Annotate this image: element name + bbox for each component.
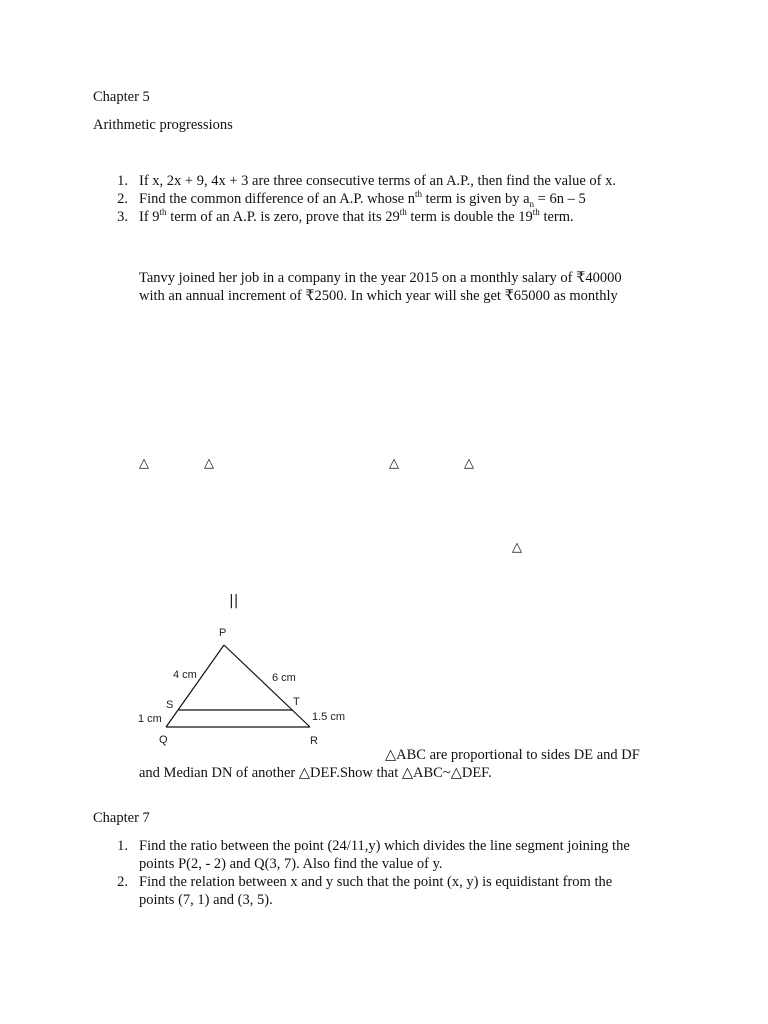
triangle-symbol: △ bbox=[464, 456, 474, 471]
ch7-item-2-line-1: Find the relation between x and y such that the point (x, y) is equidistant from the bbox=[139, 874, 613, 890]
triangle-symbol: △ bbox=[139, 456, 149, 471]
ch7-item-2-number: 2. bbox=[117, 874, 128, 890]
side-pq bbox=[166, 645, 224, 727]
ch7-item-1-line-2: points P(2, - 2) and Q(3, 7). Also find the value of y. bbox=[139, 856, 443, 872]
median-problem-line-2: and Median DN of another △DEF.Show that △ABC~△DEF. bbox=[139, 765, 492, 781]
measure-pt: 6 cm bbox=[272, 672, 296, 684]
ch7-item-1-number: 1. bbox=[117, 838, 128, 854]
side-pr bbox=[224, 645, 310, 727]
triangle-symbol: △ bbox=[204, 456, 214, 471]
ch5-item-3-text: If 9th term of an A.P. is zero, prove that its 29th term is double the 19th term. bbox=[139, 207, 574, 225]
word-problem-line-2: with an annual increment of ₹2500. In which year will she get ₹65000 as monthly bbox=[139, 288, 618, 304]
ch7-item-2-line-2: points (7, 1) and (3, 5). bbox=[139, 892, 273, 908]
triangle-symbol: △ bbox=[512, 540, 522, 555]
parallel-symbol: || bbox=[229, 593, 239, 609]
measure-tr: 1.5 cm bbox=[312, 711, 346, 723]
measure-ps: 4 cm bbox=[173, 669, 197, 681]
chapter-5-heading: Chapter 5 bbox=[93, 89, 150, 105]
measure-sq: 1 cm bbox=[138, 713, 162, 725]
ch5-item-2-number: 2. bbox=[117, 191, 128, 207]
chapter-7-heading: Chapter 7 bbox=[93, 810, 150, 826]
median-problem-line-1: △ABC are proportional to sides DE and DF bbox=[385, 747, 640, 763]
chapter-5-subheading: Arithmetic progressions bbox=[93, 117, 233, 133]
point-label-t: T bbox=[293, 696, 300, 708]
ch5-item-1-text: If x, 2x + 9, 4x + 3 are three consecutive terms of an A.P., then find the value of x. bbox=[139, 173, 617, 189]
triangle-symbol: △ bbox=[389, 456, 399, 471]
vertex-label-r: R bbox=[310, 735, 318, 747]
triangle-pqr-figure bbox=[130, 618, 360, 753]
point-label-s: S bbox=[166, 699, 174, 711]
ch7-item-1-line-1: Find the ratio between the point (24/11,y) which divides the line segment joining the bbox=[139, 838, 630, 854]
ch5-item-2-text: Find the common difference of an A.P. whose $n^{th}$ term is given by $a_n = 6n - 5$ bbox=[139, 189, 586, 209]
ch5-item-3-number: 3. bbox=[117, 209, 128, 225]
vertex-label-q: Q bbox=[159, 734, 168, 746]
word-problem-line-1: Tanvy joined her job in a company in the year 2015 on a monthly salary of ₹40000 bbox=[139, 270, 622, 286]
ch5-item-1-number: 1. bbox=[117, 173, 128, 189]
vertex-label-p: P bbox=[219, 627, 227, 639]
